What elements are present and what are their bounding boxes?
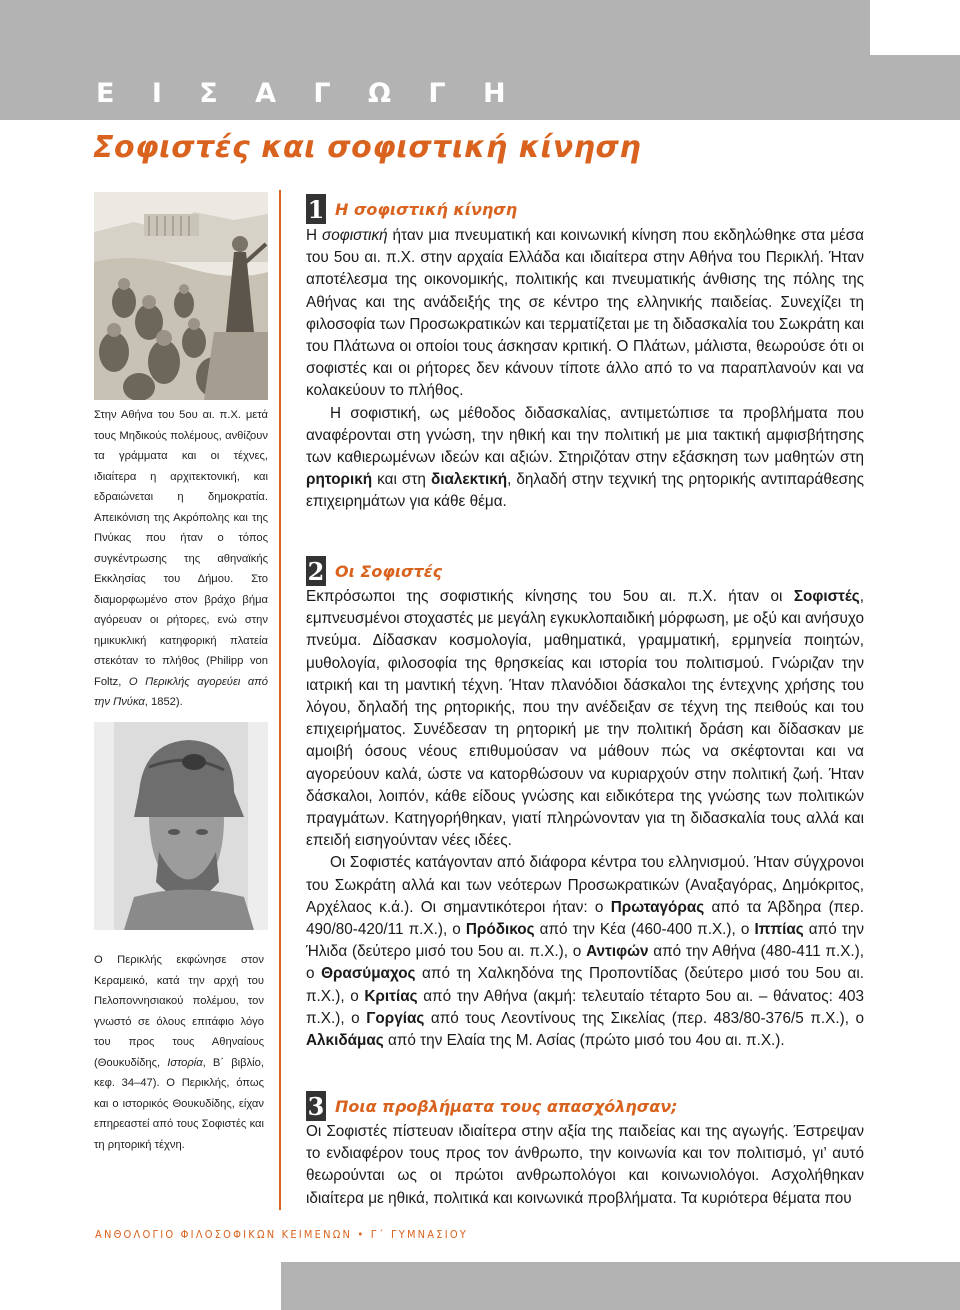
pericles-caption: Ο Περικλής εκφώνησε στον Κεραμεικό, κατά την αρχή του Πελοποννησιακού πολέμου, τον γνωστό σε όλους επιτάφιο λόγο του προς τους Αθηναίους (Θουκυδίδης, Ιστορία, Β΄ βιβλίο, κεφ. 34–47). Ο Περικλής, όπως και ο ιστορικός Θουκυδίδης, είχαν επηρεαστεί από τους Σοφιστές και τη ρητορική τέχνη.: [94, 954, 265, 1151]
section-title: Οι Σοφιστές: [335, 561, 443, 581]
section-heading-2: [306, 556, 442, 586]
section-heading-3: [306, 1091, 678, 1121]
section-title: Η σοφιστική κίνηση: [335, 199, 518, 219]
pnyx-caption: Στην Αθήνα του 5ου αι. π.Χ. μετά τους Μηδικούς πολέμους, ανθίζουν τα γράμματα και οι τέχνες, ιδιαίτερα η αρχιτεκτονική, και εδραιώνεται η δημοκρατία. Απεικόνιση της Ακρόπολης και της Πνύκας που ήταν ο τόπος συγκέντρωσης της αθηναϊκής Εκκλησίας του Δήμου. Στο διαμορφωμένο στον βράχο βήμα αγόρευαν οι ρήτορες, ενώ στην ημικυκλική κατηφορική πλατεία στεκόταν το πλήθος (Philipp von Foltz, Ο Περικλής αγορεύει από την Πνύκα, 1852).: [94, 409, 268, 708]
pnyx-illustration: [94, 192, 268, 400]
book-footer: ΑΝΘΟΛΟΓΙΟ ΦΙΛΟΣΟΦΙΚΩΝ ΚΕΙΜΕΝΩΝ • Γ΄ ΓΥΜΝΑΣΙΟΥ: [95, 1228, 469, 1241]
footer-band: [281, 1262, 960, 1310]
section-number: 3: [307, 1091, 325, 1121]
section-number: 2: [307, 556, 325, 586]
column-divider: [279, 190, 281, 1210]
section-title: Ποια προβλήματα τους απασχόλησαν;: [335, 1096, 678, 1116]
page-title: Σοφιστές και σοφιστική κίνηση: [93, 130, 642, 165]
header-corner: [870, 0, 960, 55]
section-1-body: Η σοφιστική ήταν μια πνευματική και κοινωνική κίνηση που εκδηλώθηκε στα μέσα του 5ου αι. π.Χ. στην αρχαία Ελλάδα και ιδιαίτερα στην Αθήνα του Περικλή. Ήταν αποτέλεσμα της οικονομικής, πολιτικής και πνευματικής άνθισης της πόλης της Αθήνας και της ανάδειξής της σε κέντρο της ελληνικής παιδείας. Συνεχίζει τη φιλοσοφία των Προσωκρατικών και τερματίζεται με τη διδασκαλία του Σωκράτη και του Πλάτωνα οι οποίοι τους άσκησαν κριτική. Ο Πλάτων, μάλιστα, θεωρούσε ότι οι σοφιστές και οι ρήτορες δεν κάνουν τίποτε άλλο από το να παραπλανούν και να κολακεύουν το πλήθος. Η σοφιστική, ως μέθοδος διδασκαλίας, αντιμετώπισε τα προβλήματα που αναφέρονται στη γνώση, την ηθική και την πολιτική με μια τακτική αμφισβήτησης των καθιερωμένων ιδεών και αξιών. Στηριζόταν στην εξάσκηση των μαθητών στη ρητορική και στη διαλεκτική, δηλαδή στην τεχνική της ρητορικής αντιπαράθεσης επιχειρημάτων για κάθε θέμα.: [306, 227, 864, 511]
section-3-body: Οι Σοφιστές πίστευαν ιδιαίτερα στην αξία της παιδείας και της αγωγής. Έστρεψαν το ενδιαφέρον τους προς τον άνθρωπο, την κοινωνία και τον πολιτισμό, γι’ αυτό θεωρούνται ως οι πρώτοι ανθρωπολόγοι και κοινωνιολόγοι. Ασχολήθηκαν ιδιαίτερα με ηθικά, πολιτικά και κοινωνικά προβλήματα. Τα κυριότερα θέματα που: [306, 1123, 864, 1207]
section-number: 1: [307, 194, 325, 224]
pericles-bust-photo: [94, 722, 268, 930]
chapter-label: Ε Ι Σ Α Γ Ω Γ Η: [96, 78, 520, 109]
section-heading-1: [306, 194, 517, 224]
section-2-body: Εκπρόσωποι της σοφιστικής κίνησης του 5ου αι. π.Χ. ήταν οι Σοφιστές, εμπνευσμένοι στοχαστές με μεγάλη εγκυκλοπαιδική μόρφωση, με οξύ και ανήσυχο πνεύμα. Δίδασκαν κοσμολογία, μαθηματικά, γραμματική, ερμηνεία ποιητών, μυθολογία, φιλοσοφία της θρησκείας και ιστορία του πολιτισμού. Γνώριζαν την ιατρική και τη μαντική τέχνη. Ήταν πλανόδιοι δάσκαλοι της έντεχνης χρήσης του λόγου, δηλαδή της ρητορικής, που την ανέδειξαν σε τέχνη της πειθούς και του επιχειρήματος. Συνέδεσαν τη ρητορική με την πολιτική δράση και δίδασκαν με αμοιβή όσους νέους επιθυμούσαν να μάθουν πώς να σκέφτονται και να αγορεύουν καλά, ώστε να κατορθώσουν να κυριαρχούν στην πολιτική ζωή. Ήταν δάσκαλοι, λοιπόν, κάθε είδους γνώσης και ειδικότερα της γνώσης των πολιτικών πραγμάτων. Κατηγορήθηκαν, γιατί πληρώνονταν για τη διδασκαλία τους αλλά και επειδή εισηγούνταν νέες ιδέες. Οι Σοφιστές κατάγονταν από διάφορα κέντρα του ελληνισμού. Ήταν σύγχρονοι του Σωκράτη αλλά και των νεότερων Προσωκρατικών (Αναξαγόρας, Δημόκριτος, Αρχέλαος κ.ά.). Οι σημαντικότεροι ήταν: ο Πρωταγόρας από τα Άβδηρα (περ. 490/80-420/11 π.Χ.), ο Πρόδικος από την Κέα (460-400 π.Χ.), ο Ιππίας από την Ήλιδα (δεύτερο μισό του 5ου αι. π.Χ.), ο Αντιφών από την Αθήνα (480-411 π.Χ.), ο Θρασύμαχος από τη Χαλκηδόνα της Προποντίδας (δεύτερο μισό του 5ου αι. π.Χ.), ο Κριτίας από την Αθήνα (ακμή: τελευταίο τέταρτο 5ου αι. – θάνατος: 403 π.Χ.), ο Γοργίας από τους Λεοντίνους της Σικελίας (περ. 483/80-376/5 π.Χ.), ο Αλκιδάμας από την Ελαία της Μ. Ασίας (πρώτο μισό του 4ου αι. π.Χ.).: [306, 588, 864, 1050]
